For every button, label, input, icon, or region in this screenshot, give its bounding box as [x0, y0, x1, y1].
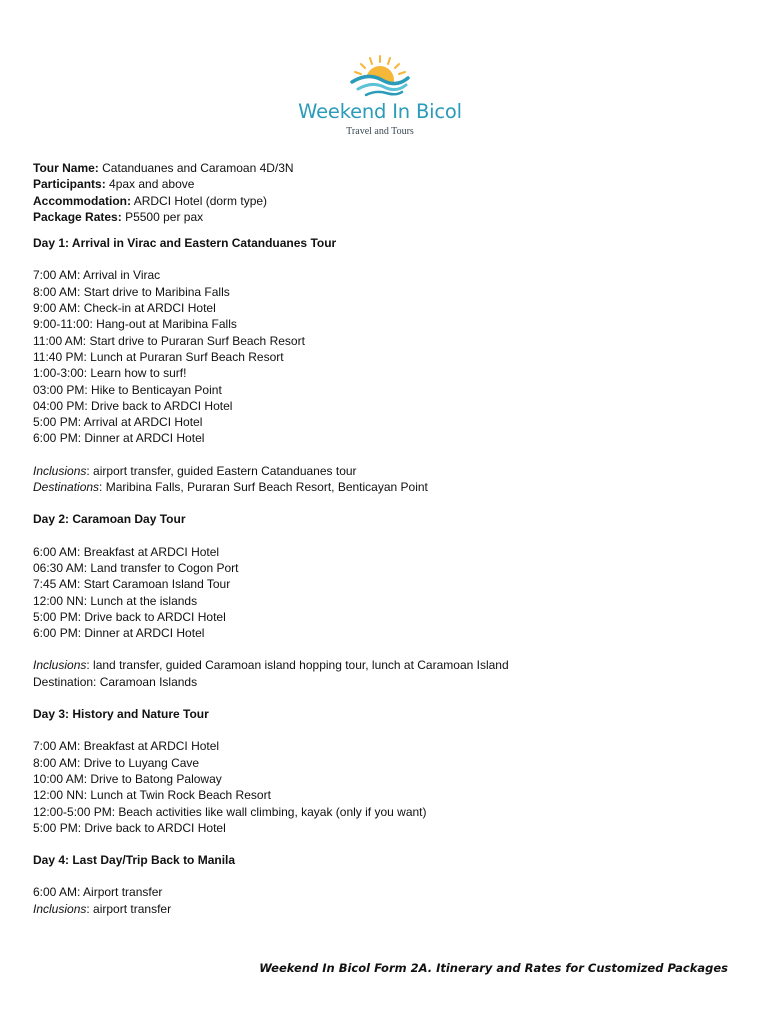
schedule-item: 11:40 PM: Lunch at Puraran Surf Beach Resort — [33, 349, 284, 364]
schedule-item: 5:00 PM: Drive back to ARDCI Hotel — [33, 820, 226, 835]
itinerary-body — [33, 160, 733, 917]
note-label: Inclusions — [33, 658, 87, 673]
day-title: Day 3: History and Nature Tour — [33, 707, 209, 722]
note-text: airport transfer — [93, 901, 172, 916]
spacer — [33, 495, 733, 511]
note-text: Caramoan Islands — [99, 674, 198, 689]
sun-wave-logo-icon — [348, 52, 412, 100]
spacer — [33, 836, 733, 852]
schedule-item: 12:00 NN: Lunch at the islands — [33, 593, 198, 608]
field-row — [33, 209, 733, 225]
schedule-item: 7:00 AM: Breakfast at ARDCI Hotel — [33, 739, 220, 754]
note-label: Destinations — [33, 480, 100, 495]
day-title: Day 1: Arrival in Virac and Eastern Catanduanes Tour — [33, 236, 337, 251]
spacer — [33, 528, 733, 544]
schedule-item: 7:45 AM: Start Caramoan Island Tour — [33, 577, 231, 592]
field-label: Tour Name: — [33, 161, 99, 175]
schedule-item: 10:00 AM: Drive to Batong Paloway — [33, 771, 222, 786]
spacer — [33, 868, 733, 884]
field-value: 4pax and above — [109, 177, 195, 192]
note-text: Maribina Falls, Puraran Surf Beach Resort, Benticayan Point — [105, 480, 428, 495]
schedule-item: 12:00 NN: Lunch at Twin Rock Beach Resort — [33, 788, 271, 803]
schedule-item: 6:00 PM: Dinner at ARDCI Hotel — [33, 431, 205, 446]
page-footer: Weekend In Bicol Form 2A. Itinerary and Rates for Customized Packages — [259, 961, 728, 975]
schedule-item: 5:00 PM: Arrival at ARDCI Hotel — [33, 415, 203, 430]
field-label: Participants: — [33, 177, 106, 192]
day-title: Day 4: Last Day/Trip Back to Manila — [33, 853, 236, 868]
schedule-item: 03:00 PM: Hike to Benticayan Point — [33, 382, 222, 397]
schedule-item: 11:00 AM: Start drive to Puraran Surf Beach Resort — [33, 333, 305, 348]
note-text: land transfer, guided Caramoan island hopping tour, lunch at Caramoan Island — [93, 658, 509, 673]
note-label: Inclusions — [33, 901, 87, 916]
schedule-item: 9:00-11:00: Hang-out at Maribina Falls — [33, 317, 237, 332]
field-value: Catanduanes and Caramoan 4D/3N — [102, 161, 294, 175]
field-value: P5500 per pax — [125, 209, 204, 224]
spacer — [33, 447, 733, 463]
spacer — [33, 722, 733, 738]
field-row — [33, 176, 733, 192]
field-label: Accommodation: — [33, 193, 132, 208]
schedule-item: 04:00 PM: Drive back to ARDCI Hotel — [33, 398, 233, 413]
schedule-item: 1:00-3:00: Learn how to surf! — [33, 366, 187, 381]
spacer — [33, 690, 733, 706]
day-note — [33, 657, 733, 673]
note-separator: : — [86, 901, 94, 916]
schedule-item: 12:00-5:00 PM: Beach activities like wall climbing, kayak (only if you want) — [33, 804, 427, 819]
note-label: Inclusions — [33, 463, 87, 478]
schedule-item: 8:00 AM: Drive to Luyang Cave — [33, 755, 200, 770]
note-separator: : — [86, 463, 94, 478]
schedule-item: 6:00 PM: Dinner at ARDCI Hotel — [33, 626, 205, 641]
schedule-item: 6:00 AM: Breakfast at ARDCI Hotel — [33, 544, 220, 559]
schedule-item: 6:00 AM: Airport transfer — [33, 885, 163, 900]
schedule-item: 5:00 PM: Drive back to ARDCI Hotel — [33, 609, 226, 624]
schedule-item: 9:00 AM: Check-in at ARDCI Hotel — [33, 301, 216, 316]
note-separator: : — [86, 658, 94, 673]
brand-name: Weekend In Bicol — [298, 100, 462, 123]
note-text: airport transfer, guided Eastern Catanduanes tour — [93, 463, 357, 478]
note-separator: : — [93, 674, 100, 689]
day-note — [33, 674, 733, 690]
brand-logo — [280, 52, 480, 144]
schedule-item: 7:00 AM: Arrival in Virac — [33, 268, 161, 283]
spacer — [33, 225, 733, 235]
brand-tagline: Travel and Tours — [346, 126, 414, 137]
day-note — [33, 479, 733, 495]
field-value: ARDCI Hotel (dorm type) — [133, 193, 268, 208]
note-label: Destination — [33, 674, 94, 689]
schedule-item: 8:00 AM: Start drive to Maribina Falls — [33, 284, 230, 299]
spacer — [33, 641, 733, 657]
note-separator: : — [99, 480, 106, 495]
field-label: Package Rates: — [33, 209, 122, 224]
day-title: Day 2: Caramoan Day Tour — [33, 512, 186, 527]
field-row — [33, 160, 733, 176]
field-row — [33, 193, 733, 209]
schedule-item: 06:30 AM: Land transfer to Cogon Port — [33, 560, 239, 575]
spacer — [33, 251, 733, 267]
day-note — [33, 463, 733, 479]
day-note — [33, 901, 733, 917]
